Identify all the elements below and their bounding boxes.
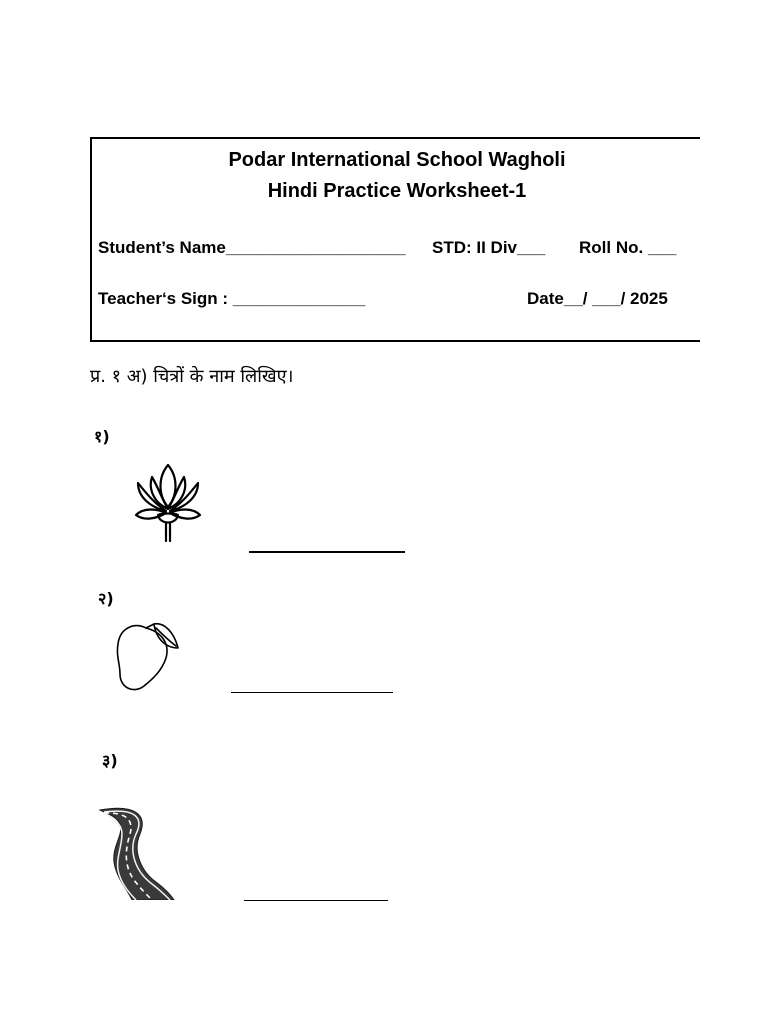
answer-line-3[interactable] [244, 900, 388, 901]
answer-line-1[interactable] [249, 551, 405, 553]
std-div-field[interactable]: STD: II Div___ [432, 238, 546, 257]
worksheet-title: Hindi Practice Worksheet-1 [267, 180, 527, 202]
road-icon [94, 804, 194, 900]
roll-no-field[interactable]: Roll No. ___ [579, 238, 677, 257]
answer-line-2[interactable] [231, 692, 393, 693]
item-number-1: १) [94, 427, 110, 446]
date-field[interactable]: Date__/ ___/ 2025 [527, 289, 668, 308]
student-name-field[interactable]: Student’s Name___________________ [98, 238, 406, 257]
lotus-icon [122, 455, 214, 547]
item-number-3: ३) [102, 751, 118, 770]
worksheet-header [90, 137, 700, 342]
teacher-sign-field[interactable]: Teacher‘s Sign : ______________ [98, 289, 366, 308]
question-heading: प्र. १ अ) चित्रों के नाम लिखिए। [90, 366, 294, 387]
school-name: Podar International School Wagholi [228, 149, 566, 171]
mango-icon [104, 614, 186, 696]
item-number-2: २) [98, 589, 114, 608]
